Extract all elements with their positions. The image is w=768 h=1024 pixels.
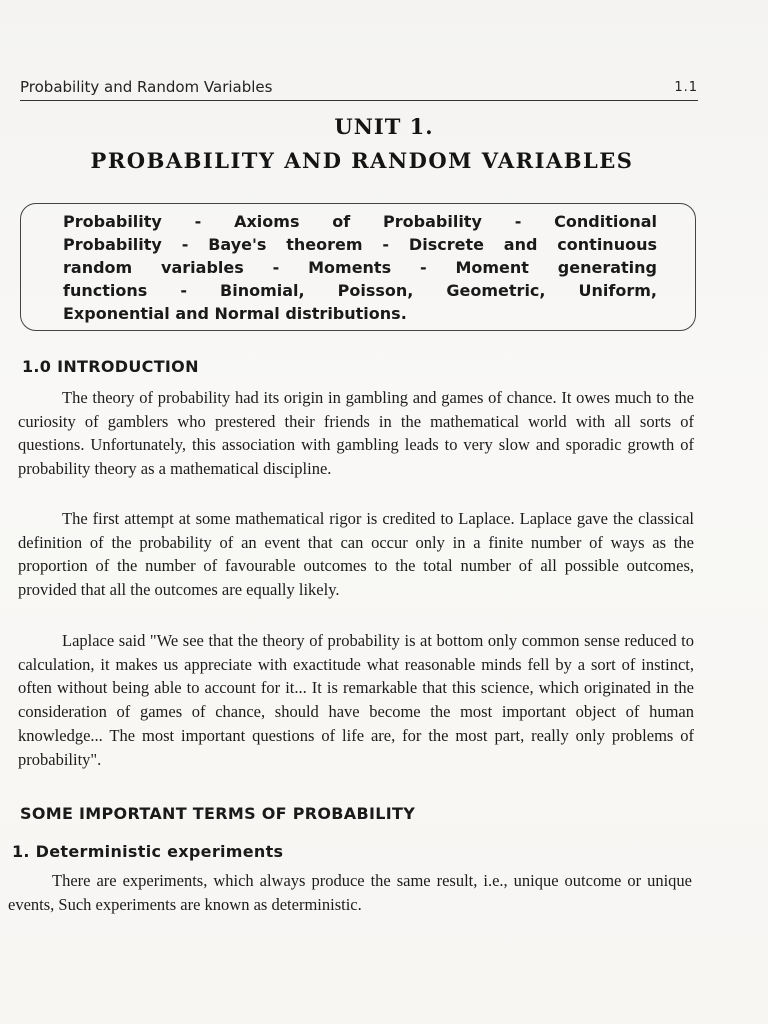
unit-title: UNIT 1. <box>334 114 434 139</box>
syllabus-line: random variables - Moments - Moment generating <box>63 258 657 277</box>
paragraph-text: There are experiments, which always produce the same result, i.e., unique outcome or unique events, Such experiments are known as deterministic. <box>8 871 692 914</box>
syllabus-line: Probability - Baye's theorem - Discrete and continuous <box>63 235 657 254</box>
important-terms-heading: SOME IMPORTANT TERMS OF PROBABILITY <box>20 804 416 823</box>
intro-paragraph-1 <box>18 386 694 481</box>
syllabus-line: Probability - Axioms of Probability - Conditional <box>63 212 657 231</box>
deterministic-heading: 1. Deterministic experiments <box>12 842 284 861</box>
syllabus-line: Exponential and Normal distributions. <box>63 304 407 323</box>
header-rule <box>20 100 698 101</box>
intro-paragraph-3 <box>18 629 694 771</box>
page-number: 1.1 <box>674 80 698 95</box>
paragraph-text: The theory of probability had its origin in gambling and games of chance. It owes much to the curiosity of gamblers who prestered their friends in the mathematical world with all sorts of questions. Unfortunately, this association with gambling leads to very slow and sporadic growth of probability theory as a mathematical discipline. <box>18 388 694 479</box>
running-header <box>20 78 698 100</box>
deterministic-paragraph <box>8 869 692 916</box>
chapter-title: PROBABILITY AND RANDOM VARIABLES <box>90 148 634 173</box>
paragraph-text: The first attempt at some mathematical rigor is credited to Laplace. Laplace gave the classical definition of the probability of an event that can occur only in a finite number of ways as the proportion of the number of favourable outcomes to the total number of all possible outcomes, provided that all the outcomes are equally likely. <box>18 509 694 600</box>
paragraph-text: Laplace said "We see that the theory of probability is at bottom only common sense reduced to calculation, it makes us appreciate with exactitude what reasonable minds fell by a sort of instinct, often without being able to account for it... It is remarkable that this science, which originated in the consideration of games of chance, should have become the most important object of human knowledge... The most important questions of life are, for the most part, really only problems of probability". <box>18 631 694 769</box>
running-header-title: Probability and Random Variables <box>20 78 273 96</box>
syllabus-line: functions - Binomial, Poisson, Geometric, Uniform, <box>63 281 657 300</box>
intro-paragraph-2 <box>18 507 694 602</box>
syllabus-box <box>20 203 696 331</box>
introduction-heading: 1.0 INTRODUCTION <box>22 357 199 376</box>
